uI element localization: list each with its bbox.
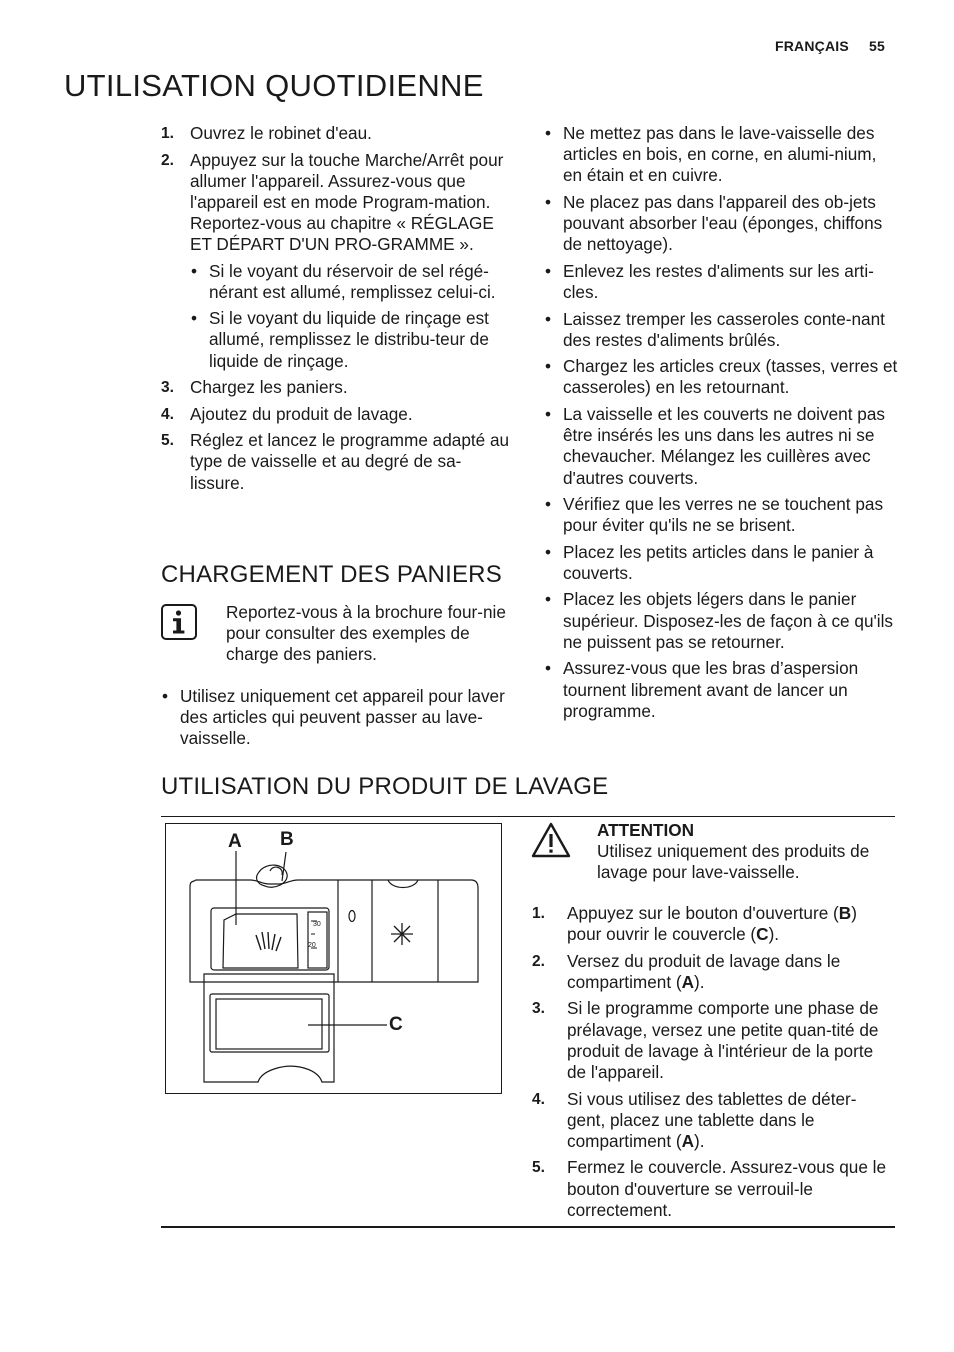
step-number: 4. [161, 405, 174, 423]
step-number: 3. [161, 379, 174, 397]
list-item [532, 951, 894, 993]
loading-heading: CHARGEMENT DES PANIERS [161, 561, 502, 588]
step-number: 5. [532, 1159, 545, 1177]
step-ref: B [838, 903, 852, 923]
step-number: 5. [161, 432, 174, 450]
list-item [532, 998, 894, 1083]
level-mark-20: 20 [308, 942, 316, 949]
loading-bullets-right [544, 123, 899, 727]
list-item: • La vaisselle et les couverts ne doivent pas être insérés les uns dans les autres ni se chevaucher. Mélangez les cuillères avec d'autres couverts. [544, 404, 899, 489]
list-item [161, 404, 514, 425]
step-text: Réglez et lancez le programme adapté au type de vaisselle et au degré de sa-lissure. [190, 430, 510, 493]
step-text: Chargez les paniers. [190, 377, 348, 398]
list-item: • Si le voyant du liquide de rinçage est allumé, remplissez le distribu-teur de liquide de rinçage. [190, 308, 514, 372]
section-top-rule [161, 816, 895, 817]
step-text: ) pour ouvrir le couvercle ( [567, 903, 857, 945]
dispenser-illustration [166, 824, 501, 1093]
step-text: ). [768, 924, 780, 945]
info-text: Reportez-vous à la brochure four-nie pour consulter des exemples de charge des paniers. [226, 602, 506, 665]
step-text: Appuyez sur le bouton d'ouverture ( [567, 903, 839, 923]
step-ref: C [756, 924, 769, 945]
page-title: UTILISATION QUOTIDIENNE [64, 68, 484, 103]
list-item: • Assurez-vous que les bras d’aspersion tournent librement avant de lancer un programme. [544, 658, 899, 722]
list-item [532, 903, 894, 945]
info-icon [161, 604, 197, 640]
list-item [161, 150, 514, 372]
warning-text: Utilisez uniquement des produits de lavage pour lave-vaisselle. [597, 841, 870, 883]
daily-steps-section [161, 123, 514, 499]
list-item [532, 1157, 894, 1221]
daily-steps-list [161, 123, 514, 494]
step-number: 4. [532, 1090, 545, 1108]
step-number: 3. [532, 1000, 545, 1018]
list-item: • Chargez les articles creux (tasses, verres et casseroles) en les retournant. [544, 356, 899, 398]
detergent-steps-section [532, 903, 894, 1226]
step2-sublist [190, 261, 514, 372]
warning-icon [530, 821, 572, 859]
label-a: A [228, 831, 242, 852]
page-number: 55 [869, 38, 885, 54]
dispenser-figure [165, 823, 502, 1094]
warning-title: ATTENTION [597, 820, 695, 840]
list-item: • Enlevez les restes d'aliments sur les arti-cles. [544, 261, 899, 303]
step-number: 2. [532, 952, 545, 970]
step-ref: A [681, 1130, 695, 1151]
step-text: ). [694, 1130, 705, 1151]
loading-bullets-left [161, 686, 514, 755]
detergent-heading: UTILISATION DU PRODUIT DE LAVAGE [161, 773, 609, 800]
list-item: • Ne mettez pas dans le lave-vaisselle des articles en bois, en corne, en alumi-nium, en étain et en cuivre. [544, 123, 899, 187]
section-bottom-rule [161, 1226, 895, 1228]
step-text: Ajoutez du produit de lavage. [190, 403, 413, 424]
list-item [161, 123, 514, 144]
list-item: • Si le voyant du réservoir de sel régé-nérant est allumé, remplissez celui-ci. [190, 261, 514, 303]
list-item [161, 377, 514, 398]
step-number: 1. [532, 905, 545, 922]
language-label: FRANÇAIS [775, 38, 849, 54]
step-text: Si vous utilisez des tablettes de déter-gent, placez une tablette dans le compartiment ( [567, 1088, 857, 1151]
step-text: ). [694, 971, 705, 992]
step-number: 1. [161, 125, 174, 142]
list-item: • Placez les objets légers dans le panier supérieur. Disposez-les de façon à ce qu'ils ne puissent pas se retourner. [544, 589, 899, 653]
list-item: • Utilisez uniquement cet appareil pour laver des articles qui peuvent passer au lave-vaisselle. [161, 686, 514, 750]
list-item: • Ne placez pas dans l'appareil des ob-jets pouvant absorber l'eau (éponges, chiffons de nettoyage). [544, 192, 899, 256]
list-item [161, 430, 514, 494]
step-text: Versez du produit de lavage dans le compartiment ( [567, 950, 841, 992]
list-item [532, 1089, 894, 1153]
step-text: Fermez le couvercle. Assurez-vous que le bouton d'ouverture se verrouil-le correctement. [567, 1157, 887, 1220]
detergent-steps-list [532, 903, 894, 1221]
label-c: C [389, 1014, 403, 1035]
label-b: B [280, 829, 294, 850]
list-item: • Placez les petits articles dans le panier à couverts. [544, 542, 899, 584]
step-number: 2. [161, 151, 174, 169]
step-ref: A [681, 971, 695, 992]
level-mark-30: 30 [313, 921, 321, 928]
list-item: • Vérifiez que les verres ne se touchent pas pour éviter qu'ils ne se brisent. [544, 494, 899, 536]
step-text: Si le programme comporte une phase de prélavage, versez une petite quan-tité de produit de lavage à l'intérieur de la porte de l'appareil. [567, 998, 879, 1083]
step-text: Appuyez sur la touche Marche/Arrêt pour allumer l'appareil. Assurez-vous que l'appareil est en mode Program-mation. Reportez-vous au chapitre « RÉGLAGE ET DÉPART D'UN PRO-GRAMME ». [190, 149, 504, 255]
list-item: • Laissez tremper les casseroles conte-nant des restes d'aliments brûlés. [544, 309, 899, 351]
step-text: Ouvrez le robinet d'eau. [190, 123, 372, 143]
